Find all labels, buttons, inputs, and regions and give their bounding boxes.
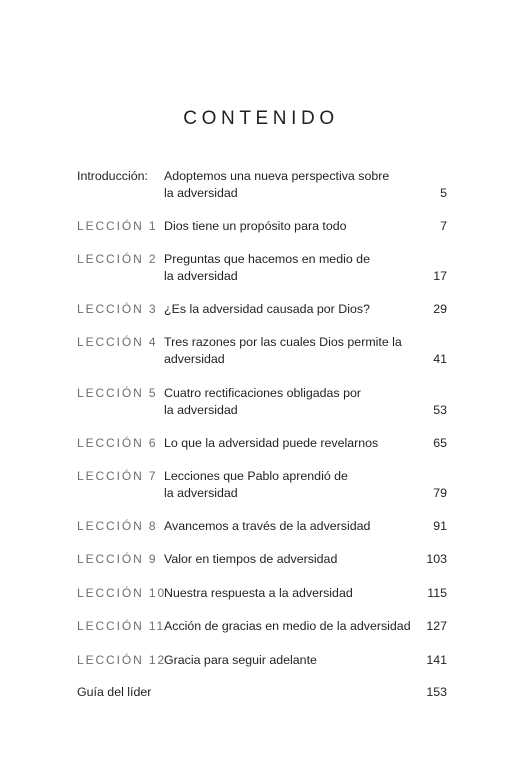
toc-entry-label: LECCIÓN 11 (77, 619, 166, 633)
toc-entry-page-number: 103 (426, 552, 447, 566)
toc-entry-title: Adoptemos una nueva perspectiva sobre la adversidad (164, 169, 390, 200)
toc-entry-page-number: 5 (440, 186, 447, 200)
toc-entry-label: Introducción: (77, 169, 148, 183)
toc-entry-title: Dios tiene un propósito para todo (164, 219, 347, 233)
toc-entry-label: LECCIÓN 2 (77, 252, 158, 266)
toc-entry-page-number: 29 (433, 302, 447, 316)
toc-entry-label: LECCIÓN 1 (77, 219, 158, 233)
toc-entry-label: LECCIÓN 5 (77, 386, 158, 400)
toc-entry-label: Guía del líder (77, 685, 152, 699)
toc-entry-label: LECCIÓN 4 (77, 335, 158, 349)
toc-entry-title: Nuestra respuesta a la adversidad (164, 586, 353, 600)
toc-entry-label: LECCIÓN 8 (77, 519, 158, 533)
toc-entry-label: LECCIÓN 12 (77, 653, 167, 667)
toc-entry-page-number: 79 (433, 486, 447, 500)
toc-entry-page-number: 17 (433, 269, 447, 283)
toc-entry-page-number: 141 (426, 653, 447, 667)
toc-entry-page-number: 91 (433, 519, 447, 533)
toc-entry-label: LECCIÓN 6 (77, 436, 158, 450)
toc-entry-label: LECCIÓN 9 (77, 552, 158, 566)
toc-entry-page-number: 115 (427, 586, 447, 600)
toc-entry-page-number: 153 (426, 685, 447, 699)
toc-entry-title: Preguntas que hacemos en medio de la adversidad (164, 252, 370, 283)
toc-entry-label: LECCIÓN 3 (77, 302, 158, 316)
toc-entry-label: LECCIÓN 7 (77, 469, 158, 483)
toc-entry-page-number: 65 (433, 436, 447, 450)
toc-entry-title: Avancemos a través de la adversidad (164, 519, 371, 533)
toc-entry-title: ¿Es la adversidad causada por Dios? (164, 302, 370, 316)
toc-entry-title: Valor en tiempos de adversidad (164, 552, 338, 566)
page-title: CONTENIDO (183, 107, 339, 129)
toc-entry-title: Lecciones que Pablo aprendió de la adversidad (164, 469, 348, 500)
toc-entry-label: LECCIÓN 10 (77, 586, 167, 600)
toc-entry-title: Lo que la adversidad puede revelarnos (164, 436, 379, 450)
toc-entry-title: Tres razones por las cuales Dios permite la adversidad (164, 335, 402, 366)
toc-entry-page-number: 7 (440, 219, 447, 233)
toc-entry-page-number: 41 (433, 352, 447, 366)
toc-entry-page-number: 53 (433, 403, 447, 417)
toc-entry-page-number: 127 (426, 619, 447, 633)
toc-entry-title: Gracia para seguir adelante (164, 653, 317, 667)
toc-entry-title: Acción de gracias en medio de la adversidad (164, 619, 411, 633)
toc-entry-title: Cuatro rectificaciones obligadas por la adversidad (164, 386, 361, 417)
